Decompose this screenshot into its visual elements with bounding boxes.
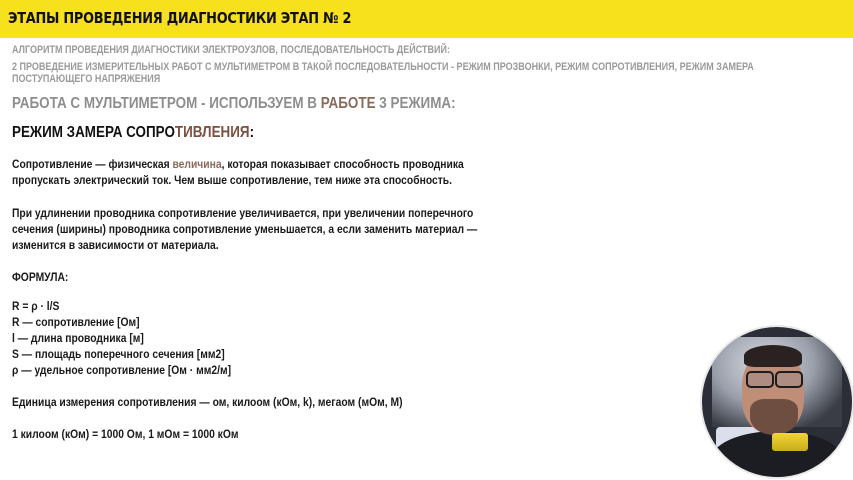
heading-multimeter — [12, 95, 456, 113]
units-text: Единица измерения сопротивления — ом, килоом (кОм, k), мегаом (мОм, M) — [12, 395, 403, 409]
page-title: ЭТАПЫ ПРОВЕДЕНИЯ ДИАГНОСТИКИ ЭТАП № 2 — [8, 9, 352, 27]
formula-line: ρ — удельное сопротивление [Ом · мм2/м] — [12, 363, 232, 377]
formula-line: l — длина проводника [м] — [12, 331, 144, 345]
formula-line: R = ρ · l/S — [12, 299, 60, 313]
heading-multimeter-part2: 3 РЕЖИМА: — [375, 95, 456, 112]
paragraph-conductor — [12, 205, 477, 253]
subtitle-sequence: 2 ПРОВЕДЕНИЕ ИЗМЕРИТЕЛЬНЫХ РАБОТ С МУЛЬТИМЕТРОМ В ТАКОЙ ПОСЛЕДОВАТЕЛЬНОСТИ - РЕЖИМ ПРОЗВОНКИ, РЕЖИМ СОПРОТИВЛЕНИЯ, РЕЖИМ ЗАМЕРА ПОСТУПАЮЩЕГО НАПРЯЖЕНИЯ — [12, 61, 754, 85]
p1-accent: величина — [172, 157, 222, 171]
formula-list — [12, 298, 231, 378]
presenter-beard — [750, 399, 798, 435]
paragraph-conductor-line3: изменится в зависимости от материала. — [12, 238, 219, 252]
heading-mode-accent: ТИВЛЕНИЯ — [174, 124, 250, 141]
paragraph-conductor-line1: При удлинении проводника сопротивление увеличивается, при увеличении поперечного — [12, 206, 474, 220]
heading-mode-part2: : — [249, 124, 255, 141]
formula-line: S — площадь поперечного сечения [мм2] — [12, 347, 225, 361]
webcam-overlay — [700, 325, 853, 479]
heading-multimeter-part1: РАБОТА С МУЛЬТИМЕТРОМ - ИСПОЛЬЗУЕМ В — [12, 95, 321, 112]
paragraph-definition — [12, 156, 464, 188]
microphone-icon — [772, 433, 808, 451]
heading-mode-part1: РЕЖИМ ЗАМЕРА СОПРО — [12, 124, 175, 141]
heading-multimeter-accent: РАБОТЕ — [320, 95, 376, 112]
p1-part1: Сопротивление — физическая — [12, 157, 173, 171]
formula-title: ФОРМУЛА: — [12, 270, 69, 284]
paragraph-definition-line2: пропускать электрический ток. Чем выше сопротивление, тем ниже эта способность. — [12, 173, 452, 187]
heading-resistance-mode — [12, 124, 254, 142]
lens-left — [746, 371, 774, 388]
paragraph-definition-line1 — [12, 156, 464, 172]
conversion-text: 1 килоом (кОм) = 1000 Ом, 1 мОм = 1000 кОм — [12, 427, 239, 441]
subtitle-algorithm: АЛГОРИТМ ПРОВЕДЕНИЯ ДИАГНОСТИКИ ЭЛЕКТРОУЗЛОВ, ПОСЛЕДОВАТЕЛЬНОСТЬ ДЕЙСТВИЙ: — [12, 44, 451, 56]
p1-part2: , которая показывает способность проводника — [221, 157, 464, 171]
glasses-icon — [746, 371, 802, 385]
formula-line: R — сопротивление [Ом] — [12, 315, 140, 329]
paragraph-conductor-line2: сечения (ширины) проводника сопротивление уменьшается, а если заменить материал — — [12, 222, 478, 236]
presenter-hair — [744, 345, 802, 367]
lens-right — [775, 371, 803, 388]
header-bar — [0, 0, 853, 38]
